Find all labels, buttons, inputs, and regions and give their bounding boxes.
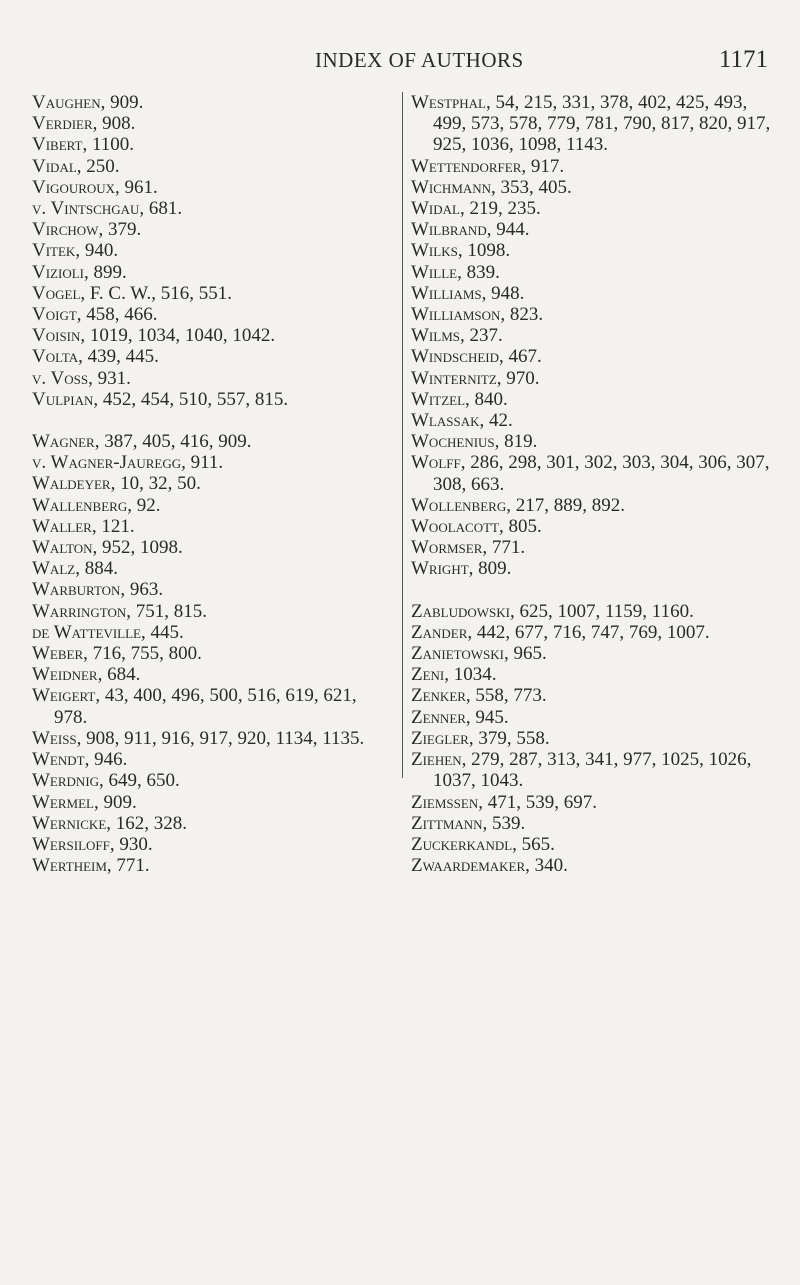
index-entry: Verdier, 908. (32, 113, 136, 135)
index-entry: Woolacott, 805. (411, 516, 542, 538)
index-entry: Voigt, 458, 466. (32, 304, 158, 326)
index-entry: Weiss, 908, 911, 916, 917, 920, 1134, 1135. (32, 727, 365, 749)
index-entry: Wertheim, 771. (32, 855, 150, 877)
running-title: INDEX OF AUTHORS (315, 48, 524, 72)
index-entry: Wille, 839. (411, 261, 500, 283)
index-entry: v. Vintschgau, 681. (32, 198, 183, 220)
index-entry: Vidal, 250. (32, 155, 120, 177)
index-entry: Zenner, 945. (411, 706, 509, 728)
index-entry: Vizioli, 899. (32, 261, 127, 283)
index-entry: Wettendorfer, 917. (411, 155, 565, 177)
left-column (32, 92, 392, 876)
index-entry: Wermel, 909. (32, 791, 137, 813)
index-entry: Voisin, 1019, 1034, 1040, 1042. (32, 325, 276, 347)
index-entry: de Watteville, 445. (32, 621, 184, 643)
index-entry: Weidner, 684. (32, 664, 141, 686)
index-entry: Wolff, 286, 298, 301, 302, 303, 304, 306, 307, 308, 663. (411, 452, 770, 495)
index-entry: Wersiloff, 930. (32, 833, 153, 855)
index-entry: Zabludowski, 625, 1007, 1159, 1160. (411, 600, 694, 622)
index-entry: Ziehen, 279, 287, 313, 341, 977, 1025, 1026, 1037, 1043. (411, 749, 752, 792)
index-group-z (411, 601, 781, 877)
index-group-v (32, 92, 392, 410)
index-entry: Westphal, 54, 215, 331, 378, 402, 425, 493, 499, 573, 578, 779, 781, 790, 817, 820, 917, 925, 1036, 1098, 1143. (411, 92, 771, 156)
index-entry: Wochenius, 819. (411, 431, 538, 453)
index-entry: Vogel, F. C. W., 516, 551. (32, 282, 232, 304)
index-entry: Wollenberg, 217, 889, 892. (411, 494, 625, 516)
index-entry: Vitek, 940. (32, 240, 119, 262)
index-entry: Waller, 121. (32, 515, 135, 537)
index-entry: Zittmann, 539. (411, 812, 526, 834)
index-entry: Wormser, 771. (411, 537, 526, 559)
group-spacer (411, 580, 781, 601)
index-entry: Windscheid, 467. (411, 346, 542, 368)
index-entry: Wagner, 387, 405, 416, 909. (32, 431, 252, 453)
index-entry: Waldeyer, 10, 32, 50. (32, 473, 201, 495)
index-entry: Zander, 442, 677, 716, 747, 769, 1007. (411, 621, 710, 643)
index-entry: Wilks, 1098. (411, 240, 511, 262)
index-entry: Wlassak, 42. (411, 410, 513, 432)
index-entry: Vaughen, 909. (32, 92, 144, 113)
index-entry: Walz, 884. (32, 558, 118, 580)
index-entry: Zeni, 1034. (411, 664, 497, 686)
page-number: 1171 (718, 46, 768, 73)
index-entry: Vulpian, 452, 454, 510, 557, 815. (32, 388, 289, 410)
index-entry: v. Voss, 931. (32, 367, 131, 389)
index-entry: Widal, 219, 235. (411, 198, 541, 220)
index-entry: Wilbrand, 944. (411, 219, 530, 241)
index-entry: Zenker, 558, 773. (411, 685, 547, 707)
index-entry: Warrington, 751, 815. (32, 600, 208, 622)
index-entry: Zwaardemaker, 340. (411, 855, 568, 877)
index-group-w-right (411, 92, 781, 580)
index-entry: Wendt, 946. (32, 749, 128, 771)
index-entry: Weigert, 43, 400, 496, 500, 516, 619, 621, 978. (32, 685, 357, 728)
index-entry: Walton, 952, 1098. (32, 537, 183, 559)
index-entry: Virchow, 379. (32, 219, 142, 241)
page-header (0, 48, 800, 78)
index-entry: Werdnig, 649, 650. (32, 770, 180, 792)
index-entry: Vibert, 1100. (32, 134, 135, 156)
group-spacer (32, 410, 392, 431)
index-entry: Wernicke, 162, 328. (32, 812, 188, 834)
index-entry: Weber, 716, 755, 800. (32, 643, 202, 665)
index-entry: Witzel, 840. (411, 388, 508, 410)
index-entry: Williamson, 823. (411, 304, 544, 326)
index-entry: Zuckerkandl, 565. (411, 833, 555, 855)
index-group-w-left (32, 431, 392, 876)
index-entry: Volta, 439, 445. (32, 346, 159, 368)
index-entry: Wichmann, 353, 405. (411, 176, 572, 198)
index-entry: v. Wagner-Jauregg, 911. (32, 452, 224, 474)
index-entry: Winternitz, 970. (411, 367, 540, 389)
index-entry: Warburton, 963. (32, 579, 164, 601)
index-entry: Wallenberg, 92. (32, 494, 161, 516)
index-entry: Williams, 948. (411, 282, 525, 304)
index-entry: Wright, 809. (411, 558, 512, 580)
index-entry: Wilms, 237. (411, 325, 503, 347)
index-entry: Zanietowski, 965. (411, 643, 547, 665)
index-entry: Ziegler, 379, 558. (411, 727, 550, 749)
right-column (402, 92, 781, 877)
index-entry: Vigouroux, 961. (32, 176, 158, 198)
index-entry: Ziemssen, 471, 539, 697. (411, 791, 597, 813)
